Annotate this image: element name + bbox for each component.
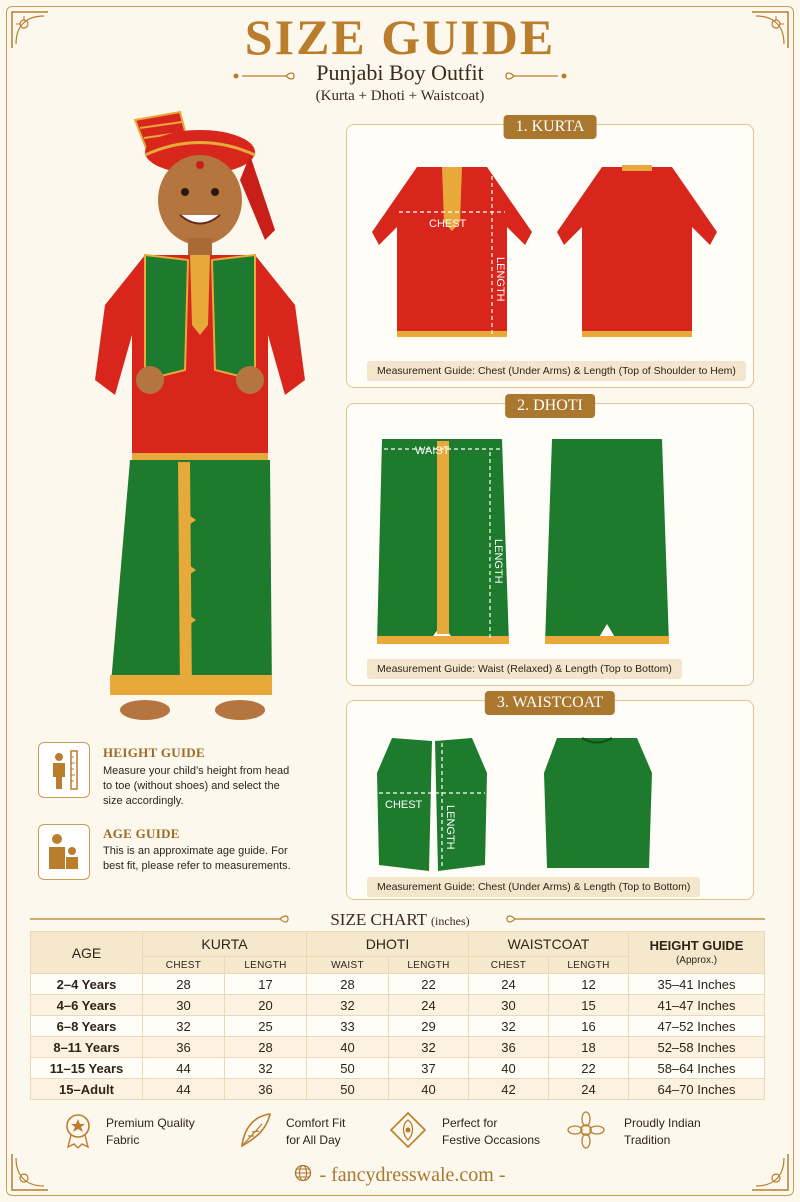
dhoti-panel-title: 2. DHOTI	[505, 394, 595, 418]
measurement-cell: 50	[307, 1058, 389, 1079]
kurta-panel-title: 1. KURTA	[504, 115, 597, 139]
dhoti-waist-label: WAIST	[415, 445, 450, 457]
page-title: SIZE GUIDE	[244, 9, 556, 65]
measurement-cell: 42	[469, 1079, 549, 1100]
header-height-guide	[629, 932, 765, 974]
kurta-diagram	[357, 157, 743, 347]
measurement-cell: 32	[469, 1016, 549, 1037]
age-cell: 2–4 Years	[31, 974, 143, 995]
kurta-length-label: LENGTH	[494, 257, 506, 302]
header-dhoti: DHOTI	[307, 932, 469, 957]
age-cell: 4–6 Years	[31, 995, 143, 1016]
measurement-cell: 32	[225, 1058, 307, 1079]
kurta-chest-label: CHEST	[429, 218, 467, 230]
header-waistcoat: WAISTCOAT	[469, 932, 629, 957]
measurement-cell: 40	[389, 1079, 469, 1100]
feature-tradition-line2: Tradition	[624, 1133, 671, 1147]
subheader-length: LENGTH	[389, 957, 469, 974]
measurement-cell: 32	[389, 1037, 469, 1058]
height-guide-icon-box	[38, 742, 90, 798]
measurement-cell: 24	[469, 974, 549, 995]
waistcoat-measurement-note: Measurement Guide: Chest (Under Arms) & Length (Top to Bottom)	[367, 877, 700, 897]
header-height-guide-approx: (Approx.)	[675, 954, 718, 966]
feature-festive-line2: Festive Occasions	[442, 1133, 541, 1147]
kurta-panel	[346, 118, 754, 388]
kurta-measurement-note: Measurement Guide: Chest (Under Arms) & Length (Top of Shoulder to Hem)	[367, 361, 746, 381]
measurement-cell: 36	[469, 1037, 549, 1058]
size-chart-table	[30, 931, 765, 1100]
measurement-cell: 20	[225, 995, 307, 1016]
measurement-cell: 18	[549, 1037, 629, 1058]
waistcoat-panel	[346, 694, 754, 900]
feature-tradition	[624, 1115, 764, 1149]
waistcoat-diagram	[357, 733, 743, 875]
subheader-waist: WAIST	[307, 957, 389, 974]
measurement-cell: 15	[549, 995, 629, 1016]
height-cell: 64–70 Inches	[629, 1079, 765, 1100]
website-footer[interactable]	[0, 1164, 800, 1188]
age-cell: 6–8 Years	[31, 1016, 143, 1037]
measurement-cell: 22	[549, 1058, 629, 1079]
dhoti-panel	[346, 397, 754, 686]
measurement-cell: 44	[143, 1079, 225, 1100]
size-chart-unit: (inches)	[431, 914, 470, 928]
website-link[interactable]: - fancydresswale.com -	[319, 1164, 506, 1186]
age-cell: 11–15 Years	[31, 1058, 143, 1079]
measurement-cell: 36	[225, 1079, 307, 1100]
height-cell: 47–52 Inches	[629, 1016, 765, 1037]
subheader-length: LENGTH	[549, 957, 629, 974]
height-cell: 52–58 Inches	[629, 1037, 765, 1058]
measurement-cell: 24	[549, 1079, 629, 1100]
measurement-cell: 17	[225, 974, 307, 995]
subheader-length: LENGTH	[225, 957, 307, 974]
quality-badge-icon	[58, 1110, 98, 1150]
measurement-cell: 28	[307, 974, 389, 995]
measurement-cell: 24	[389, 995, 469, 1016]
feature-festive	[442, 1115, 582, 1149]
measurement-cell: 30	[469, 995, 549, 1016]
feature-festive-line1: Perfect for	[442, 1116, 498, 1130]
measurement-cell: 29	[389, 1016, 469, 1037]
age-guide-text: This is an approximate age guide. For best fit, please refer to measurements.	[103, 845, 291, 872]
height-guide-text: Measure your child’s height from head to toe (without shoes) and select the size accordingly.	[103, 765, 290, 807]
age-guide-icon-box	[38, 824, 90, 880]
boy-in-outfit-illustration	[90, 110, 330, 725]
measurement-cell: 37	[389, 1058, 469, 1079]
age-guide-title: AGE GUIDE	[103, 826, 180, 841]
age-cell: 15–Adult	[31, 1079, 143, 1100]
measurement-cell: 12	[549, 974, 629, 995]
measurement-cell: 32	[143, 1016, 225, 1037]
height-ruler-icon	[39, 743, 89, 797]
measurement-cell: 40	[469, 1058, 549, 1079]
measurement-cell: 50	[307, 1079, 389, 1100]
page-subtitle: Punjabi Boy Outfit	[316, 60, 484, 85]
dhoti-length-label: LENGTH	[492, 539, 504, 584]
mandala-icon	[566, 1110, 606, 1150]
subheader-chest: CHEST	[469, 957, 549, 974]
feather-icon	[236, 1110, 276, 1150]
header-age: AGE	[31, 932, 143, 974]
dhoti-diagram	[357, 434, 743, 654]
measurement-cell: 28	[143, 974, 225, 995]
size-chart-title	[0, 910, 800, 930]
globe-icon	[294, 1164, 312, 1188]
measurement-cell: 36	[143, 1037, 225, 1058]
header-kurta: KURTA	[143, 932, 307, 957]
waistcoat-panel-title: 3. WAISTCOAT	[485, 691, 615, 715]
waistcoat-chest-label: CHEST	[385, 799, 423, 811]
table-row	[31, 974, 765, 995]
dhoti-measurement-note: Measurement Guide: Waist (Relaxed) & Length (Top to Bottom)	[367, 659, 682, 679]
outfit-components: (Kurta + Dhoti + Waistcoat)	[315, 88, 485, 104]
table-row	[31, 1058, 765, 1079]
measurement-cell: 33	[307, 1016, 389, 1037]
measurement-cell: 30	[143, 995, 225, 1016]
subheader-chest: CHEST	[143, 957, 225, 974]
measurement-cell: 22	[389, 974, 469, 995]
parent-child-icon	[39, 825, 89, 879]
festive-icon	[388, 1110, 428, 1150]
measurement-cell: 32	[307, 995, 389, 1016]
measurement-cell: 40	[307, 1037, 389, 1058]
waistcoat-length-label: LENGTH	[444, 805, 456, 850]
measurement-cell: 25	[225, 1016, 307, 1037]
table-row	[31, 1016, 765, 1037]
height-guide-title: HEIGHT GUIDE	[103, 745, 205, 760]
feature-quality	[106, 1115, 246, 1149]
feature-tradition-line1: Proudly Indian	[624, 1116, 701, 1130]
height-cell: 35–41 Inches	[629, 974, 765, 995]
feature-comfort-line2: for All Day	[286, 1133, 341, 1147]
measurement-cell: 28	[225, 1037, 307, 1058]
table-row	[31, 995, 765, 1016]
measurement-cell: 16	[549, 1016, 629, 1037]
feature-quality-line2: Fabric	[106, 1133, 140, 1147]
feature-comfort-line1: Comfort Fit	[286, 1116, 346, 1130]
age-cell: 8–11 Years	[31, 1037, 143, 1058]
table-row	[31, 1037, 765, 1058]
size-chart-title-text: SIZE CHART	[330, 910, 427, 929]
table-row	[31, 1079, 765, 1100]
feature-quality-line1: Premium Quality	[106, 1116, 195, 1130]
height-cell: 58–64 Inches	[629, 1058, 765, 1079]
measurement-cell: 44	[143, 1058, 225, 1079]
height-cell: 41–47 Inches	[629, 995, 765, 1016]
header-height-guide-text: HEIGHT GUIDE	[649, 937, 744, 953]
